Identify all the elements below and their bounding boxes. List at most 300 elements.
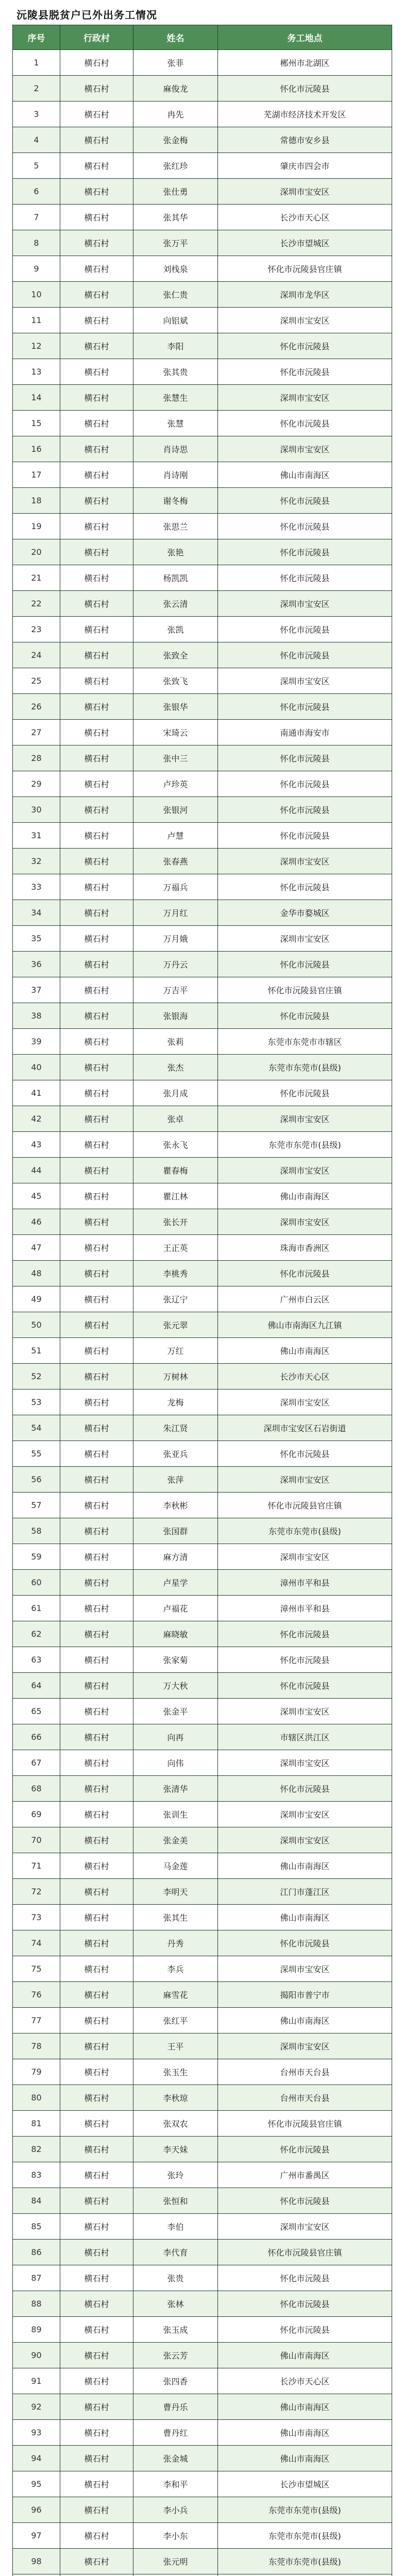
cell-name: 张玉生 <box>133 2059 218 2085</box>
cell-index: 71 <box>13 1853 60 1879</box>
cell-location: 市辖区洪江区 <box>218 1724 392 1750</box>
table-row <box>13 2394 392 2420</box>
table-row <box>13 1956 392 1982</box>
cell-name: 张思兰 <box>133 514 218 539</box>
cell-index: 19 <box>13 514 60 539</box>
cell-location: 深圳市宝安区 <box>218 1544 392 1570</box>
table-row <box>13 127 392 153</box>
cell-index: 72 <box>13 1879 60 1905</box>
cell-village: 横石村 <box>60 1776 133 1802</box>
cell-index: 43 <box>13 1132 60 1158</box>
table-row <box>13 2265 392 2291</box>
cell-name: 王正英 <box>133 1235 218 1261</box>
cell-name: 张元翠 <box>133 1312 218 1338</box>
cell-name: 张金平 <box>133 1699 218 1724</box>
cell-index: 85 <box>13 2214 60 2240</box>
cell-name: 王平 <box>133 2033 218 2059</box>
cell-name: 张元明 <box>133 2549 218 2574</box>
cell-index: 11 <box>13 308 60 333</box>
cell-location: 深圳市宝安区 <box>218 1467 392 1493</box>
cell-location: 金华市婺城区 <box>218 900 392 926</box>
cell-name: 张其贵 <box>133 359 218 385</box>
cell-location: 深圳市宝安区 <box>218 1956 392 1982</box>
cell-village: 横石村 <box>60 1183 133 1209</box>
cell-village: 横石村 <box>60 1055 133 1080</box>
cell-index: 13 <box>13 359 60 385</box>
table-row <box>13 1724 392 1750</box>
cell-village: 横石村 <box>60 1312 133 1338</box>
cell-name: 张中三 <box>133 745 218 771</box>
cell-location: 深圳市宝安区 <box>218 1209 392 1235</box>
cell-name: 万月娥 <box>133 926 218 952</box>
cell-index: 54 <box>13 1415 60 1441</box>
labor-table <box>12 25 392 2576</box>
table-row <box>13 565 392 591</box>
table-row <box>13 1286 392 1312</box>
cell-name: 万丹云 <box>133 952 218 977</box>
table-row <box>13 2471 392 2497</box>
table-row <box>13 823 392 849</box>
cell-name: 张金城 <box>133 2446 218 2471</box>
cell-location: 深圳市宝安区 <box>218 1827 392 1853</box>
cell-village: 横石村 <box>60 1956 133 1982</box>
cell-index: 84 <box>13 2188 60 2214</box>
table-row <box>13 900 392 926</box>
cell-index: 95 <box>13 2471 60 2497</box>
cell-name: 万大秋 <box>133 1673 218 1699</box>
cell-name: 张玲 <box>133 2162 218 2188</box>
table-row <box>13 179 392 205</box>
cell-index: 65 <box>13 1699 60 1724</box>
table-row <box>13 642 392 668</box>
cell-name: 李桃秀 <box>133 1261 218 1286</box>
cell-location: 深圳市宝安区 <box>218 385 392 411</box>
cell-village: 横石村 <box>60 1029 133 1055</box>
cell-index: 92 <box>13 2394 60 2420</box>
cell-index: 52 <box>13 1364 60 1389</box>
cell-location: 怀化市沅陵县官庄镇 <box>218 977 392 1003</box>
table-row <box>13 2008 392 2033</box>
table-row <box>13 2291 392 2317</box>
table-body <box>13 50 392 2576</box>
cell-index: 50 <box>13 1312 60 1338</box>
cell-index: 32 <box>13 849 60 874</box>
cell-index: 76 <box>13 1982 60 2008</box>
cell-name: 张萍 <box>133 1467 218 1493</box>
cell-village: 横石村 <box>60 2214 133 2240</box>
cell-location: 怀化市沅陵县 <box>218 874 392 900</box>
cell-index <box>13 2574 60 2576</box>
cell-village: 横石村 <box>60 230 133 256</box>
cell-name: 张其华 <box>133 205 218 230</box>
table-row <box>13 1570 392 1596</box>
cell-village: 横石村 <box>60 1982 133 2008</box>
cell-location: 长沙市天心区 <box>218 205 392 230</box>
cell-index: 87 <box>13 2265 60 2291</box>
cell-village: 横石村 <box>60 2523 133 2549</box>
cell-village: 横石村 <box>60 539 133 565</box>
cell-index: 31 <box>13 823 60 849</box>
cell-index: 96 <box>13 2497 60 2523</box>
table-row <box>13 694 392 720</box>
cell-location: 怀化市沅陵县 <box>218 823 392 849</box>
cell-location: 深圳市宝安区 <box>218 308 392 333</box>
cell-location: 怀化市沅陵县 <box>218 1080 392 1106</box>
table-row <box>13 1055 392 1080</box>
cell-index: 34 <box>13 900 60 926</box>
cell-village: 横石村 <box>60 745 133 771</box>
cell-location: 怀化市沅陵县官庄镇 <box>218 256 392 282</box>
cell-name: 麻雪花 <box>133 1982 218 2008</box>
cell-index: 57 <box>13 1493 60 1518</box>
table-row <box>13 2033 392 2059</box>
cell-location: 东莞市东莞市(县级) <box>218 1055 392 1080</box>
cell-location: 怀化市沅陵县 <box>218 952 392 977</box>
cell-village: 横石村 <box>60 2317 133 2343</box>
cell-location: 深圳市宝安区 <box>218 436 392 462</box>
cell-village: 横石村 <box>60 1647 133 1673</box>
cell-index: 83 <box>13 2162 60 2188</box>
cell-index: 14 <box>13 385 60 411</box>
cell-index: 28 <box>13 745 60 771</box>
cell-index: 66 <box>13 1724 60 1750</box>
cell-village: 横石村 <box>60 2394 133 2420</box>
table-row <box>13 1699 392 1724</box>
cell-index: 59 <box>13 1544 60 1570</box>
table-row <box>13 2446 392 2471</box>
cell-name: 张银河 <box>133 797 218 823</box>
cell-index: 82 <box>13 2137 60 2162</box>
cell-village: 横石村 <box>60 797 133 823</box>
cell-village: 横石村 <box>60 462 133 488</box>
table-row <box>13 1776 392 1802</box>
table-row <box>13 1673 392 1699</box>
table-row <box>13 1518 392 1544</box>
table-row <box>13 2162 392 2188</box>
table-row <box>13 1596 392 1621</box>
cell-village: 横石村 <box>60 50 133 76</box>
cell-village: 横石村 <box>60 823 133 849</box>
cell-index: 42 <box>13 1106 60 1132</box>
cell-location: 怀化市沅陵县 <box>218 1673 392 1699</box>
cell-location <box>218 2574 392 2576</box>
cell-name: 张银海 <box>133 1003 218 1029</box>
cell-name: 向再 <box>133 1724 218 1750</box>
cell-village: 横石村 <box>60 1441 133 1467</box>
cell-name: 卢慧 <box>133 823 218 849</box>
cell-name: 张永飞 <box>133 1132 218 1158</box>
cell-index: 49 <box>13 1286 60 1312</box>
cell-village: 横石村 <box>60 1596 133 1621</box>
table-row <box>13 2574 392 2576</box>
cell-village <box>60 2574 133 2576</box>
cell-name: 张家菊 <box>133 1647 218 1673</box>
cell-index: 7 <box>13 205 60 230</box>
cell-index: 55 <box>13 1441 60 1467</box>
table-row <box>13 977 392 1003</box>
cell-index: 86 <box>13 2240 60 2265</box>
cell-location: 长沙市天心区 <box>218 2368 392 2394</box>
cell-index: 41 <box>13 1080 60 1106</box>
cell-index: 89 <box>13 2317 60 2343</box>
table-row <box>13 2214 392 2240</box>
table-row <box>13 617 392 642</box>
cell-village: 横石村 <box>60 1364 133 1389</box>
cell-index: 48 <box>13 1261 60 1286</box>
cell-index: 23 <box>13 617 60 642</box>
cell-location: 怀化市沅陵县 <box>218 797 392 823</box>
cell-name: 李秋彬 <box>133 1493 218 1518</box>
cell-village: 横石村 <box>60 2368 133 2394</box>
cell-location: 佛山市南海区 <box>218 2343 392 2368</box>
cell-village: 横石村 <box>60 1235 133 1261</box>
cell-index: 6 <box>13 179 60 205</box>
cell-village: 横石村 <box>60 771 133 797</box>
cell-village: 横石村 <box>60 359 133 385</box>
table-row <box>13 2059 392 2085</box>
cell-name: 张金美 <box>133 1827 218 1853</box>
cell-location: 长沙市望城区 <box>218 230 392 256</box>
cell-location: 怀化市沅陵县 <box>218 2291 392 2317</box>
table-row <box>13 1364 392 1389</box>
cell-village: 横石村 <box>60 1750 133 1776</box>
cell-index: 10 <box>13 282 60 308</box>
cell-index: 27 <box>13 720 60 745</box>
cell-location: 怀化市沅陵县 <box>218 2137 392 2162</box>
table-row <box>13 1905 392 1930</box>
cell-village: 横石村 <box>60 127 133 153</box>
cell-village: 横石村 <box>60 153 133 179</box>
cell-index: 30 <box>13 797 60 823</box>
cell-location: 珠海市香洲区 <box>218 1235 392 1261</box>
cell-location: 怀化市沅陵县 <box>218 771 392 797</box>
cell-village: 横石村 <box>60 1286 133 1312</box>
cell-village: 横石村 <box>60 926 133 952</box>
cell-name: 麻方清 <box>133 1544 218 1570</box>
cell-index: 40 <box>13 1055 60 1080</box>
cell-village: 横石村 <box>60 591 133 617</box>
table-row <box>13 1493 392 1518</box>
table-row <box>13 1261 392 1286</box>
cell-index: 33 <box>13 874 60 900</box>
table-row <box>13 205 392 230</box>
cell-name: 张训生 <box>133 1802 218 1827</box>
cell-location: 怀化市沅陵县 <box>218 565 392 591</box>
cell-index: 56 <box>13 1467 60 1493</box>
cell-name: 宋琦云 <box>133 720 218 745</box>
cell-name <box>133 2574 218 2576</box>
cell-location: 深圳市宝安区 <box>218 179 392 205</box>
cell-location: 江门市蓬江区 <box>218 1879 392 1905</box>
cell-location: 怀化市沅陵县 <box>218 76 392 101</box>
table-row <box>13 1621 392 1647</box>
cell-location: 怀化市沅陵县 <box>218 2265 392 2291</box>
cell-location: 佛山市南海区 <box>218 2420 392 2446</box>
table-row <box>13 1750 392 1776</box>
cell-village: 横石村 <box>60 1879 133 1905</box>
cell-index: 39 <box>13 1029 60 1055</box>
cell-location: 佛山市南海区 <box>218 1853 392 1879</box>
table-row <box>13 1853 392 1879</box>
cell-location: 深圳市宝安区 <box>218 1389 392 1415</box>
cell-location: 佛山市南海区 <box>218 1338 392 1364</box>
cell-village: 横石村 <box>60 1389 133 1415</box>
cell-location: 深圳市宝安区 <box>218 1699 392 1724</box>
cell-village: 横石村 <box>60 1570 133 1596</box>
cell-index: 8 <box>13 230 60 256</box>
cell-name: 卢珍英 <box>133 771 218 797</box>
cell-village: 横石村 <box>60 76 133 101</box>
cell-village: 横石村 <box>60 1827 133 1853</box>
cell-name: 李伯 <box>133 2214 218 2240</box>
cell-name: 肖诗刚 <box>133 462 218 488</box>
cell-index: 18 <box>13 488 60 514</box>
cell-name: 向铝斌 <box>133 308 218 333</box>
cell-village: 横石村 <box>60 2420 133 2446</box>
cell-location: 长沙市天心区 <box>218 1364 392 1389</box>
cell-location: 深圳市宝安区 <box>218 1106 392 1132</box>
cell-index: 24 <box>13 642 60 668</box>
cell-name: 张红平 <box>133 2008 218 2033</box>
cell-village: 横石村 <box>60 256 133 282</box>
table-row <box>13 1338 392 1364</box>
cell-village: 横石村 <box>60 1544 133 1570</box>
cell-index: 22 <box>13 591 60 617</box>
cell-index: 88 <box>13 2291 60 2317</box>
cell-name: 李秋琼 <box>133 2085 218 2111</box>
table-row <box>13 952 392 977</box>
cell-location: 台州市天台县 <box>218 2085 392 2111</box>
cell-village: 横石村 <box>60 205 133 230</box>
cell-location: 怀化市沅陵县官庄镇 <box>218 2240 392 2265</box>
cell-name: 张恒和 <box>133 2188 218 2214</box>
cell-name: 李小东 <box>133 2523 218 2549</box>
cell-village: 横石村 <box>60 101 133 127</box>
table-row <box>13 1802 392 1827</box>
cell-index: 26 <box>13 694 60 720</box>
table-row <box>13 797 392 823</box>
cell-location: 南通市海安市 <box>218 720 392 745</box>
cell-village: 横石村 <box>60 1080 133 1106</box>
cell-location: 怀化市沅陵县 <box>218 617 392 642</box>
cell-name: 曹丹乐 <box>133 2394 218 2420</box>
cell-name: 龙梅 <box>133 1389 218 1415</box>
cell-index: 64 <box>13 1673 60 1699</box>
cell-village: 横石村 <box>60 1802 133 1827</box>
cell-index: 4 <box>13 127 60 153</box>
cell-index: 12 <box>13 333 60 359</box>
cell-name: 卢福花 <box>133 1596 218 1621</box>
cell-name: 万吉平 <box>133 977 218 1003</box>
table-row <box>13 1183 392 1209</box>
cell-location: 怀化市沅陵县 <box>218 539 392 565</box>
cell-name: 刘栈泉 <box>133 256 218 282</box>
cell-village: 横石村 <box>60 2549 133 2574</box>
cell-name: 万树林 <box>133 1364 218 1389</box>
cell-index: 37 <box>13 977 60 1003</box>
cell-name: 马金莲 <box>133 1853 218 1879</box>
cell-index: 63 <box>13 1647 60 1673</box>
cell-village: 横石村 <box>60 179 133 205</box>
cell-location: 怀化市沅陵县 <box>218 333 392 359</box>
table-header <box>13 25 392 50</box>
cell-location: 深圳市宝安区 <box>218 1750 392 1776</box>
cell-index: 21 <box>13 565 60 591</box>
cell-village: 横石村 <box>60 333 133 359</box>
cell-name: 张慧生 <box>133 385 218 411</box>
cell-village: 横石村 <box>60 1493 133 1518</box>
cell-name: 万红 <box>133 1338 218 1364</box>
header-location: 务工地点 <box>218 25 392 50</box>
cell-name: 李阳 <box>133 333 218 359</box>
cell-location: 怀化市沅陵县 <box>218 1621 392 1647</box>
table-row <box>13 1235 392 1261</box>
cell-village: 横石村 <box>60 2059 133 2085</box>
cell-name: 张其生 <box>133 1905 218 1930</box>
table-row <box>13 488 392 514</box>
cell-location: 郴州市北湖区 <box>218 50 392 76</box>
table-row <box>13 2137 392 2162</box>
cell-name: 张凯 <box>133 617 218 642</box>
cell-location: 深圳市宝安区 <box>218 2033 392 2059</box>
cell-location: 东莞市东莞市市辖区 <box>218 1029 392 1055</box>
cell-index: 78 <box>13 2033 60 2059</box>
cell-location: 深圳市宝安区石岩街道 <box>218 1415 392 1441</box>
cell-name: 李代育 <box>133 2240 218 2265</box>
table-row <box>13 2523 392 2549</box>
header-index: 序号 <box>13 25 60 50</box>
cell-name: 张卓 <box>133 1106 218 1132</box>
cell-location: 肇庆市四会市 <box>218 153 392 179</box>
cell-village: 横石村 <box>60 2446 133 2471</box>
table-row <box>13 2240 392 2265</box>
cell-village: 横石村 <box>60 308 133 333</box>
cell-index: 77 <box>13 2008 60 2033</box>
table-row <box>13 282 392 308</box>
cell-location: 深圳市宝安区 <box>218 1158 392 1183</box>
table-row <box>13 359 392 385</box>
cell-name: 张杰 <box>133 1055 218 1080</box>
cell-village: 横石村 <box>60 488 133 514</box>
cell-index: 97 <box>13 2523 60 2549</box>
table-row <box>13 1003 392 1029</box>
cell-name: 张银华 <box>133 694 218 720</box>
cell-location: 广州市番禺区 <box>218 2162 392 2188</box>
table-row <box>13 153 392 179</box>
cell-location: 佛山市南海区 <box>218 2008 392 2033</box>
cell-village: 横石村 <box>60 1158 133 1183</box>
cell-name: 张辽宁 <box>133 1286 218 1312</box>
table-row <box>13 1209 392 1235</box>
cell-village: 横石村 <box>60 1673 133 1699</box>
cell-location: 怀化市沅陵县 <box>218 1930 392 1956</box>
table-row <box>13 76 392 101</box>
cell-name: 麻俊龙 <box>133 76 218 101</box>
cell-location: 怀化市沅陵县 <box>218 488 392 514</box>
cell-name: 张仁贵 <box>133 282 218 308</box>
cell-village: 横石村 <box>60 282 133 308</box>
cell-name: 张致飞 <box>133 668 218 694</box>
table-row <box>13 771 392 797</box>
cell-name: 张艳 <box>133 539 218 565</box>
cell-index: 5 <box>13 153 60 179</box>
cell-village: 横石村 <box>60 617 133 642</box>
cell-village: 横石村 <box>60 1209 133 1235</box>
cell-index: 38 <box>13 1003 60 1029</box>
cell-location: 怀化市沅陵县 <box>218 1647 392 1673</box>
cell-location: 揭阳市普宁市 <box>218 1982 392 2008</box>
cell-village: 横石村 <box>60 1930 133 1956</box>
